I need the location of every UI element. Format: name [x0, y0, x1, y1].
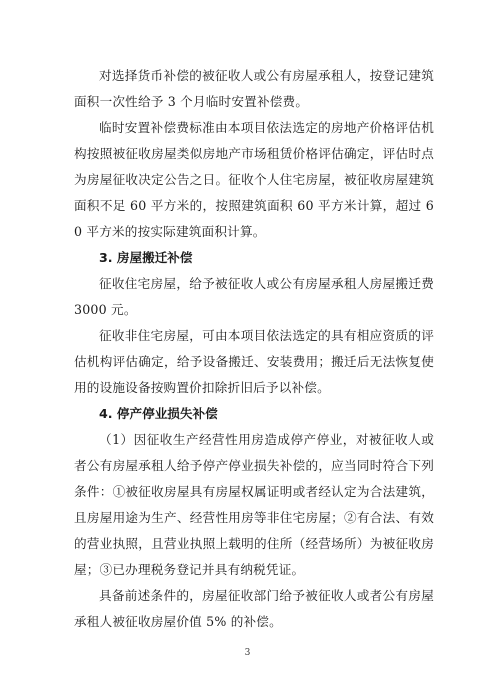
paragraph-temporary-resettlement: 临时安置补偿费标准由本项目依法选定的房地产价格评估机构按照被征收房屋类似房地产市场租赁价格评估确定，评估时点为房屋征收决定公告之日。征收个人住宅房屋，被征收房屋建筑面积不足 60 平方米的，按照建筑面积 60 平方米计算，超过 60 平方米的按实际建筑面积计算。 [74, 120, 434, 239]
body-text [74, 63, 434, 635]
paragraph-business-loss-amount: 具备前述条件的，房屋征收部门给予被征收人或者公有房屋承租人被征收房屋价值 5% 的补偿。 [74, 588, 434, 629]
section-heading-business-loss: 4. 停产停业损失补偿 [99, 406, 218, 421]
paragraph-residential-relocation: 征收住宅房屋，给予被征收人或公有房屋承租人房屋搬迁费 3000 元。 [74, 276, 434, 317]
page-number: 3 [244, 648, 251, 658]
paragraph-monetary-compensation: 对选择货币补偿的被征收人或公有房屋承租人，按登记建筑面积一次性给予 3 个月临时安置补偿费。 [74, 68, 434, 109]
section-heading-relocation: 3. 房屋搬迁补偿 [99, 250, 193, 265]
paragraph-business-loss-conditions: （1）因征收生产经营性用房造成停产停业，对被征收人或者公有房屋承租人给予停产停业损失补偿的，应当同时符合下列条件：①被征收房屋具有房屋权属证明或者经认定为合法建筑，且房屋用途为生产、经营性用房等非住宅房屋；②有合法、有效的营业执照，且营业执照上载明的住所（经营场所）为被征收房屋；③已办理税务登记并具有纳税凭证。 [74, 432, 434, 577]
paragraph-nonresidential-relocation: 征收非住宅房屋，可由本项目依法选定的具有相应资质的评估机构评估确定，给予设备搬迁、安装费用；搬迁后无法恢复使用的设施设备按购置价扣除折旧后予以补偿。 [74, 328, 434, 395]
